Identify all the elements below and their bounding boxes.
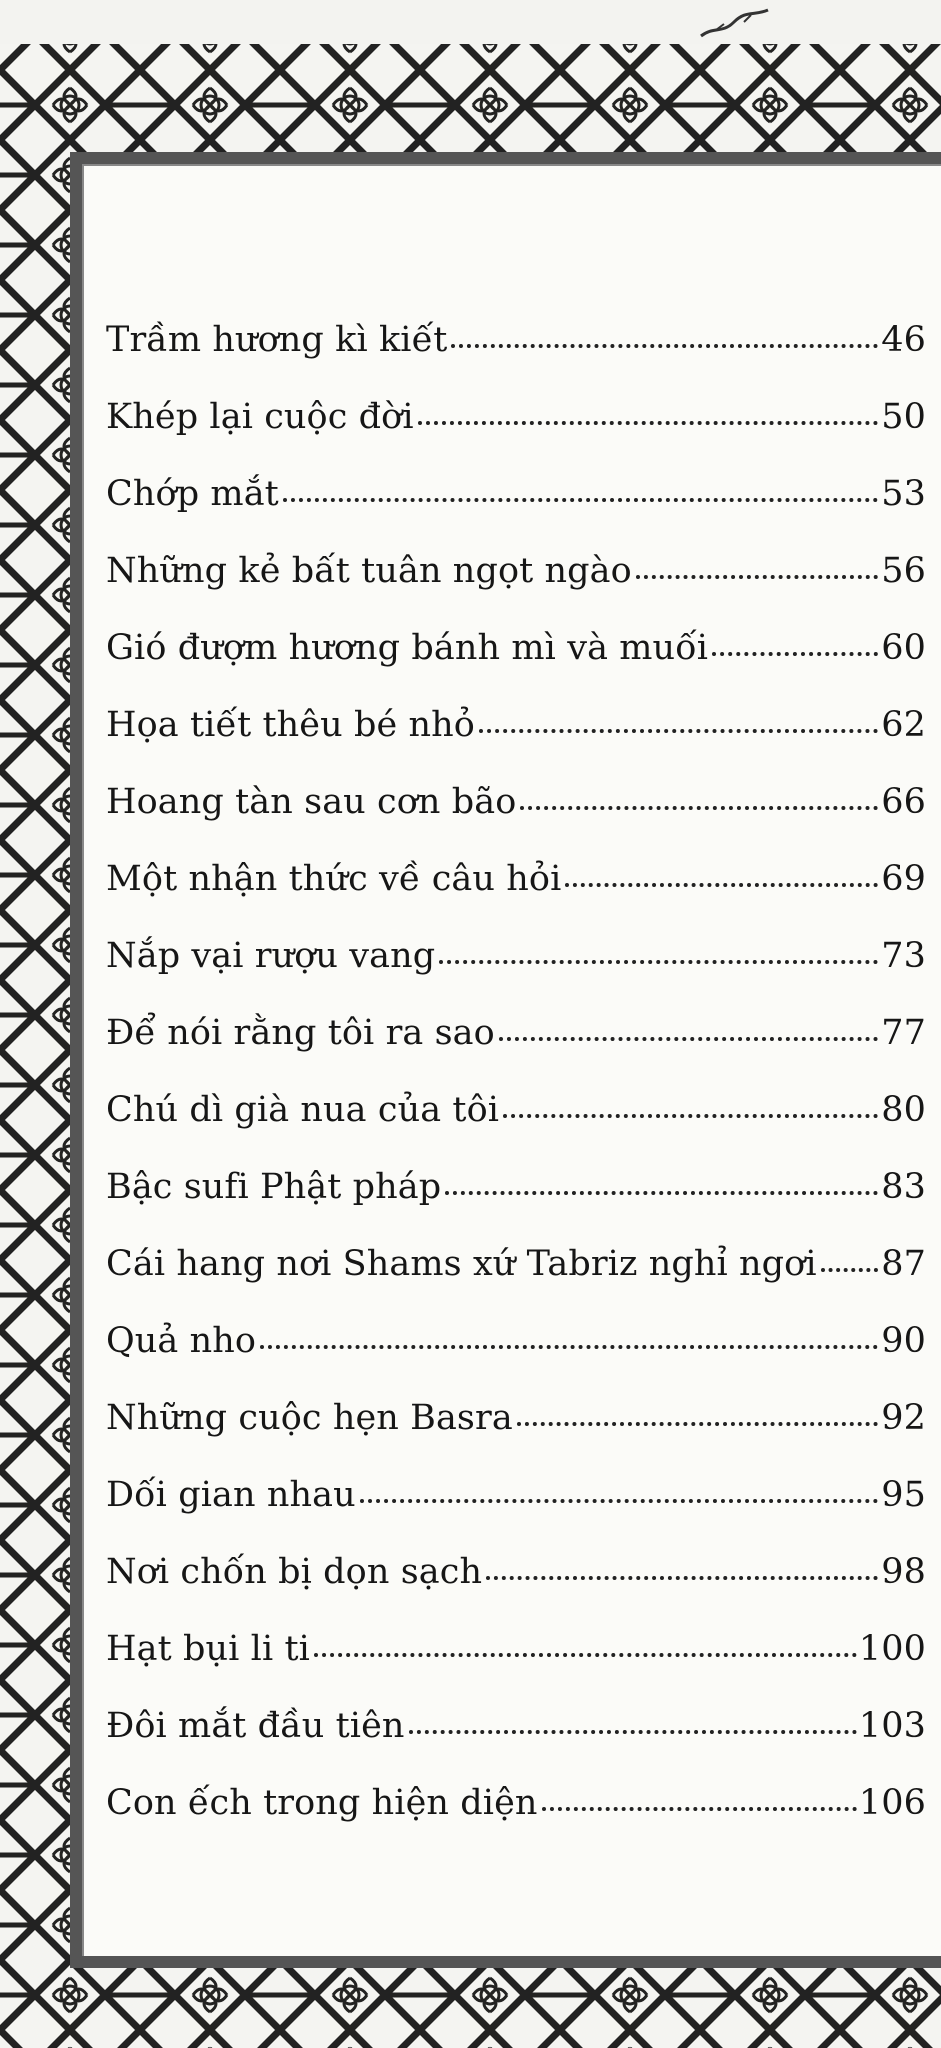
- toc-entry: [106, 1303, 926, 1380]
- toc-entry-page: 46: [881, 320, 926, 360]
- dot-leader: [451, 343, 878, 348]
- dot-leader: [260, 1344, 878, 1349]
- toc-entry-title: Trầm hương kì kiết: [106, 320, 448, 360]
- dot-leader: [360, 1498, 878, 1503]
- toc-entry-title: Để nói rằng tôi ra sao: [106, 1013, 495, 1053]
- table-of-contents: [106, 302, 926, 1842]
- toc-entry: [106, 610, 926, 687]
- toc-entry-title: Dối gian nhau: [106, 1475, 356, 1515]
- toc-entry: [106, 1534, 926, 1611]
- dot-leader: [486, 1575, 878, 1580]
- toc-entry: [106, 841, 926, 918]
- toc-entry: [106, 1226, 926, 1303]
- toc-entry-page: 100: [858, 1629, 926, 1669]
- toc-entry: [106, 1688, 926, 1765]
- dot-leader: [503, 1113, 878, 1118]
- toc-entry-title: Đôi mắt đầu tiên: [106, 1706, 405, 1746]
- toc-entry: [106, 379, 926, 456]
- toc-entry-page: 77: [881, 1013, 926, 1053]
- toc-entry: [106, 1380, 926, 1457]
- dot-leader: [517, 1421, 878, 1426]
- dot-leader: [565, 882, 878, 887]
- toc-entry-title: Cái hang nơi Shams xứ Tabriz nghỉ ngơi: [106, 1244, 817, 1284]
- dot-leader: [821, 1267, 878, 1272]
- toc-entry-page: 83: [881, 1167, 926, 1207]
- toc-entry-page: 69: [881, 859, 926, 899]
- toc-entry-title: Một nhận thức về câu hỏi: [106, 859, 562, 899]
- toc-entry-title: Chớp mắt: [106, 474, 279, 514]
- toc-entry-page: 73: [881, 936, 926, 976]
- dot-leader: [479, 728, 878, 733]
- dot-leader: [499, 1036, 878, 1041]
- toc-entry-title: Những cuộc hẹn Basra: [106, 1398, 513, 1438]
- toc-entry-page: 103: [858, 1706, 926, 1746]
- toc-entry-page: 90: [881, 1321, 926, 1361]
- toc-entry: [106, 687, 926, 764]
- dot-leader: [542, 1806, 857, 1811]
- toc-entry-title: Khép lại cuộc đời: [106, 397, 414, 437]
- toc-entry-page: 92: [881, 1398, 926, 1438]
- toc-entry-page: 106: [858, 1783, 926, 1823]
- dot-leader: [712, 651, 878, 656]
- toc-entry-title: Con ếch trong hiện diện: [106, 1783, 538, 1823]
- toc-entry-title: Nơi chốn bị dọn sạch: [106, 1552, 483, 1592]
- toc-entry-title: Họa tiết thêu bé nhỏ: [106, 705, 475, 745]
- toc-entry-page: 80: [881, 1090, 926, 1130]
- toc-entry-page: 50: [881, 397, 926, 437]
- dot-leader: [636, 574, 878, 579]
- dot-leader: [283, 497, 878, 502]
- toc-entry-title: Gió đượm hương bánh mì và muối: [106, 628, 708, 668]
- toc-entry-page: 87: [881, 1244, 926, 1284]
- dot-leader: [520, 805, 878, 810]
- toc-entry-page: 56: [881, 551, 926, 591]
- toc-entry: [106, 918, 926, 995]
- toc-entry-title: Hạt bụi li ti: [106, 1629, 310, 1669]
- dot-leader: [418, 420, 878, 425]
- dot-leader: [445, 1190, 878, 1195]
- toc-entry: [106, 1611, 926, 1688]
- toc-entry-title: Quả nho: [106, 1321, 257, 1361]
- toc-entry: [106, 1072, 926, 1149]
- toc-entry: [106, 1149, 926, 1226]
- toc-entry: [106, 1765, 926, 1842]
- toc-entry-page: 95: [881, 1475, 926, 1515]
- toc-entry: [106, 764, 926, 841]
- toc-entry-page: 66: [881, 782, 926, 822]
- toc-entry: [106, 995, 926, 1072]
- toc-entry-title: Nắp vại rượu vang: [106, 936, 436, 976]
- toc-entry-title: Chú dì già nua của tôi: [106, 1090, 500, 1130]
- toc-entry-title: Những kẻ bất tuân ngọt ngào: [106, 551, 632, 591]
- toc-entry: [106, 533, 926, 610]
- pen-mark-icon: [696, 6, 776, 46]
- dot-leader: [439, 959, 878, 964]
- toc-entry-page: 60: [881, 628, 926, 668]
- toc-entry-title: Bậc sufi Phật pháp: [106, 1167, 442, 1207]
- toc-entry-page: 62: [881, 705, 926, 745]
- toc-entry-title: Hoang tàn sau cơn bão: [106, 782, 517, 822]
- toc-entry-page: 53: [881, 474, 926, 514]
- dot-leader: [409, 1729, 857, 1734]
- toc-entry: [106, 1457, 926, 1534]
- dot-leader: [314, 1652, 857, 1657]
- toc-entry-page: 98: [881, 1552, 926, 1592]
- toc-entry: [106, 302, 926, 379]
- toc-entry: [106, 456, 926, 533]
